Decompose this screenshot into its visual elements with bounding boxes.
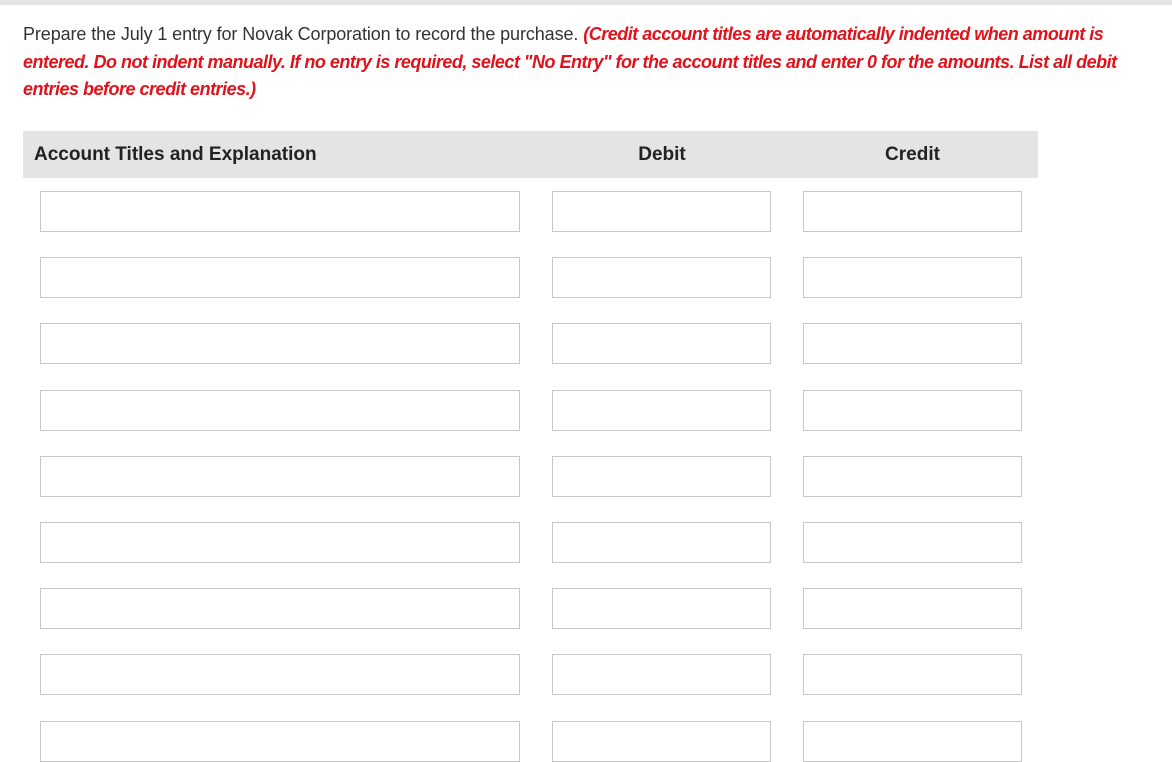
account-title-input[interactable] [40, 654, 520, 695]
journal-entry-row [0, 257, 1172, 298]
column-header-debit: Debit [638, 144, 686, 165]
account-title-input[interactable] [40, 257, 520, 298]
journal-entry-row [0, 522, 1172, 563]
credit-amount-input[interactable] [803, 191, 1022, 232]
credit-amount-input[interactable] [803, 721, 1022, 762]
account-title-input[interactable] [40, 456, 520, 497]
debit-amount-input[interactable] [552, 721, 771, 762]
account-title-input[interactable] [40, 323, 520, 364]
debit-amount-input[interactable] [552, 257, 771, 298]
journal-entry-row [0, 191, 1172, 232]
account-title-input[interactable] [40, 588, 520, 629]
question-note: (Credit account titles are automatically indented when amount is entered. Do not indent manually. If no entry is required, select "No Entry" for the account titles and enter 0 for the amounts. List all debit entries before credit entries.) [23, 24, 1117, 99]
journal-entry-row [0, 390, 1172, 431]
credit-amount-input[interactable] [803, 588, 1022, 629]
account-title-input[interactable] [40, 522, 520, 563]
journal-entry-row [0, 654, 1172, 695]
journal-entry-row [0, 588, 1172, 629]
credit-amount-input[interactable] [803, 257, 1022, 298]
debit-amount-input[interactable] [552, 654, 771, 695]
account-title-input[interactable] [40, 390, 520, 431]
account-title-input[interactable] [40, 721, 520, 762]
debit-amount-input[interactable] [552, 588, 771, 629]
journal-entry-row [0, 721, 1172, 762]
journal-entry-row [0, 456, 1172, 497]
account-title-input[interactable] [40, 191, 520, 232]
credit-amount-input[interactable] [803, 456, 1022, 497]
column-header-account: Account Titles and Explanation [34, 144, 317, 165]
debit-amount-input[interactable] [552, 456, 771, 497]
credit-amount-input[interactable] [803, 522, 1022, 563]
debit-amount-input[interactable] [552, 522, 771, 563]
debit-amount-input[interactable] [552, 323, 771, 364]
debit-amount-input[interactable] [552, 191, 771, 232]
debit-amount-input[interactable] [552, 390, 771, 431]
column-header-credit: Credit [885, 144, 940, 165]
credit-amount-input[interactable] [803, 323, 1022, 364]
credit-amount-input[interactable] [803, 390, 1022, 431]
credit-amount-input[interactable] [803, 654, 1022, 695]
question-prompt: Prepare the July 1 entry for Novak Corporation to record the purchase. [23, 24, 579, 44]
journal-entry-row [0, 323, 1172, 364]
